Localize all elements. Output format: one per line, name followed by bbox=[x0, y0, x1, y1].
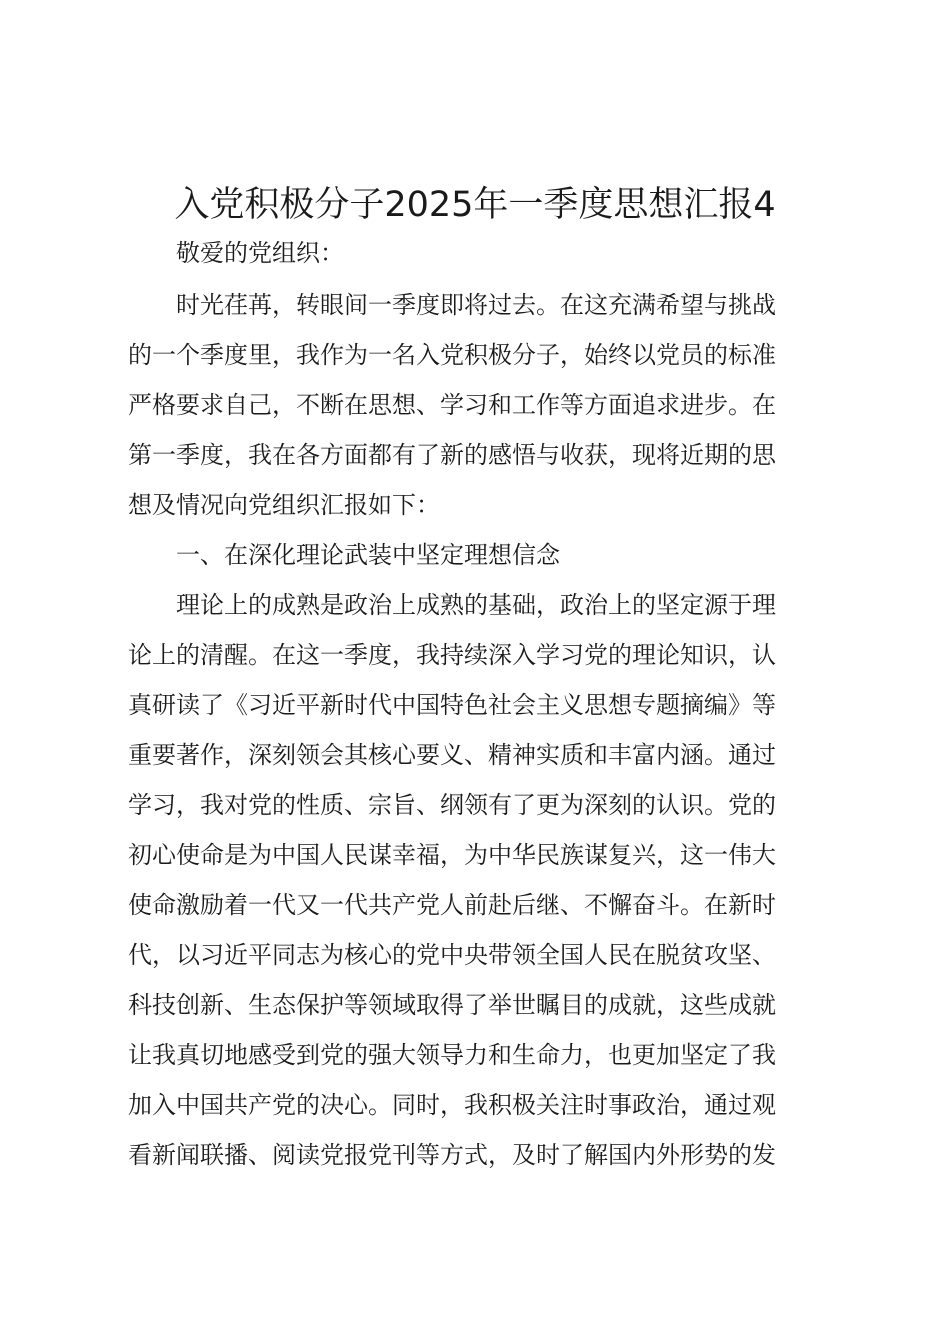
paragraph-line: 真研读了《习近平新时代中国特色社会主义思想专题摘编》等 bbox=[128, 691, 776, 719]
paragraph-line: 加入中国共产党的决心。同时，我积极关注时事政治，通过观 bbox=[128, 1091, 776, 1119]
paragraph-line: 严格要求自己，不断在思想、学习和工作等方面追求进步。在 bbox=[128, 391, 776, 419]
paragraph-line: 理论上的成熟是政治上成熟的基础，政治上的坚定源于理 bbox=[176, 591, 776, 619]
paragraph-line: 第一季度，我在各方面都有了新的感悟与收获，现将近期的思 bbox=[128, 441, 776, 469]
salutation: 敬爱的党组织： bbox=[176, 239, 344, 267]
paragraph-line: 科技创新、生态保护等领域取得了举世瞩目的成就，这些成就 bbox=[128, 991, 776, 1019]
paragraph-line: 看新闻联播、阅读党报党刊等方式，及时了解国内外形势的发 bbox=[128, 1141, 776, 1169]
paragraph-line: 学习，我对党的性质、宗旨、纲领有了更为深刻的认识。党的 bbox=[128, 791, 776, 819]
section-heading: 一、在深化理论武装中坚定理想信念 bbox=[176, 541, 560, 569]
paragraph-line: 使命激励着一代又一代共产党人前赴后继、不懈奋斗。在新时 bbox=[128, 891, 776, 919]
paragraph-line: 让我真切地感受到党的强大领导力和生命力，也更加坚定了我 bbox=[128, 1041, 776, 1069]
paragraph-line: 论上的清醒。在这一季度，我持续深入学习党的理论知识，认 bbox=[128, 641, 776, 669]
paragraph-line: 初心使命是为中国人民谋幸福，为中华民族谋复兴，这一伟大 bbox=[128, 841, 776, 869]
paragraph-line: 重要著作，深刻领会其核心要义、精神实质和丰富内涵。通过 bbox=[128, 741, 776, 769]
paragraph-line: 时光荏苒，转眼间一季度即将过去。在这充满希望与挑战 bbox=[176, 291, 776, 319]
paragraph-line: 想及情况向党组织汇报如下： bbox=[128, 491, 440, 519]
document-title: 入党积极分子2025年一季度思想汇报4 bbox=[174, 185, 776, 225]
paragraph-line: 的一个季度里，我作为一名入党积极分子，始终以党员的标准 bbox=[128, 341, 776, 369]
paragraph-line: 代，以习近平同志为核心的党中央带领全国人民在脱贫攻坚、 bbox=[128, 941, 776, 969]
